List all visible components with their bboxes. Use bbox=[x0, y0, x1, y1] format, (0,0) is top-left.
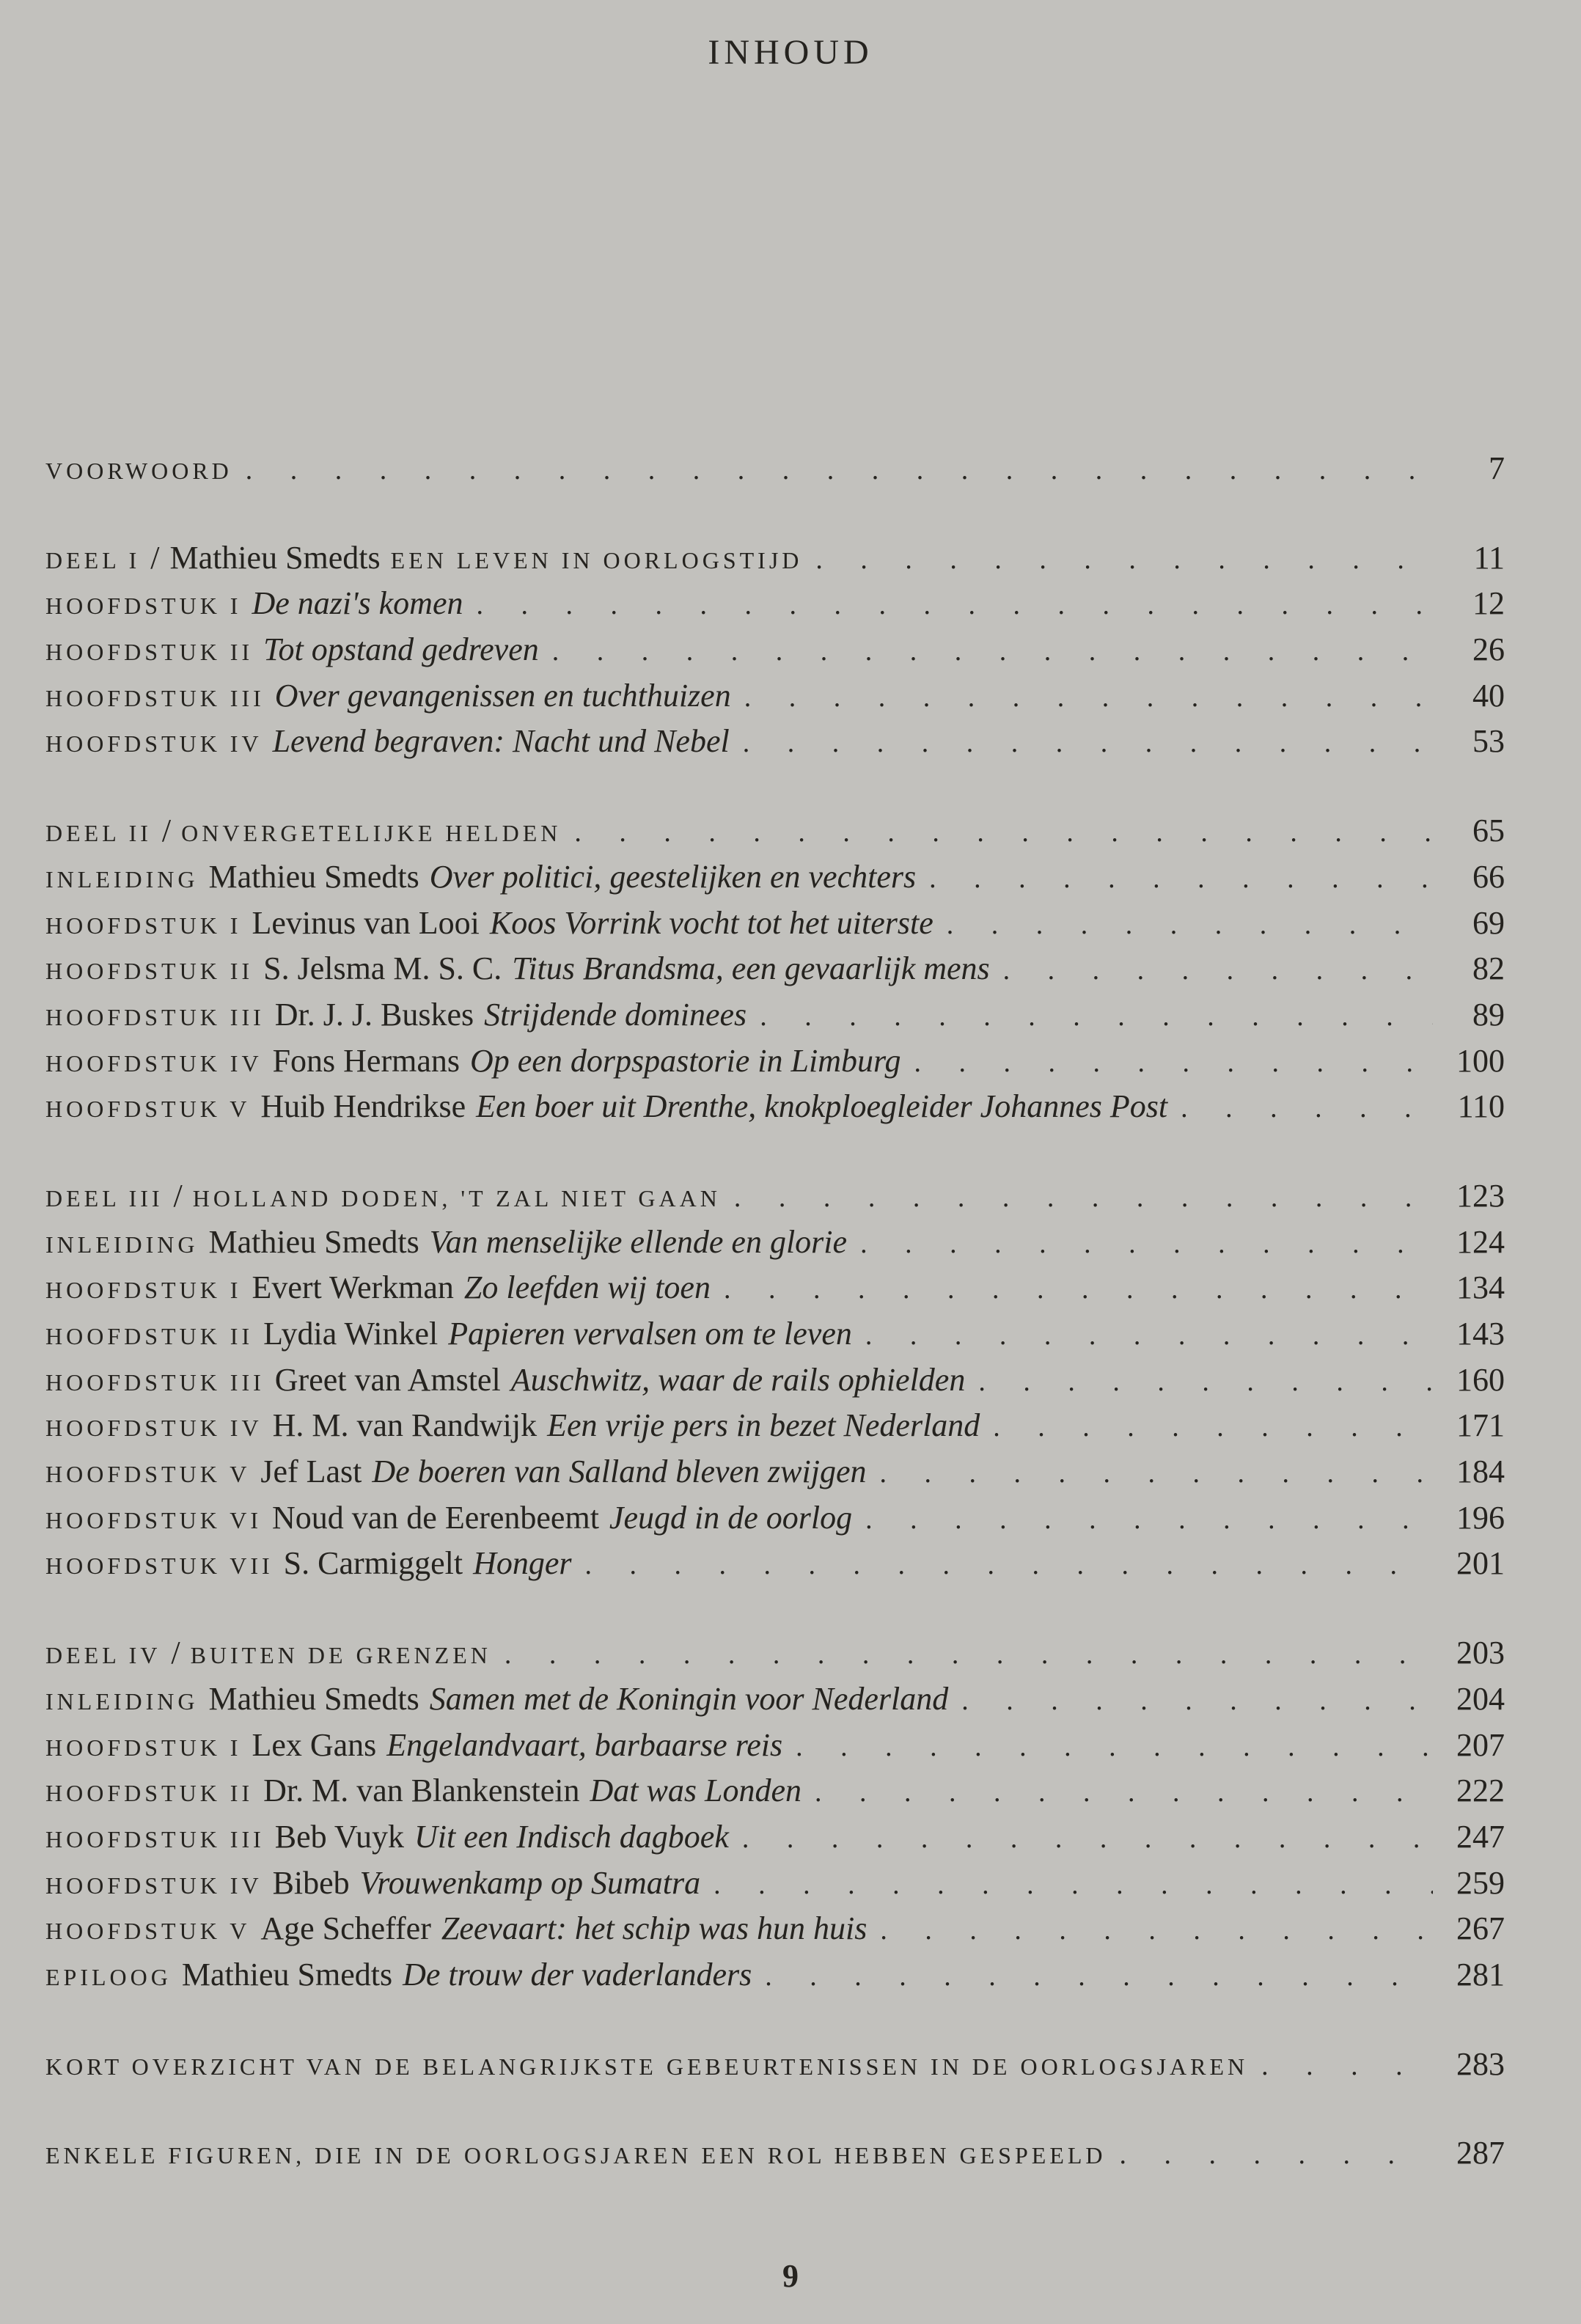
dot-leader bbox=[743, 720, 1433, 766]
slash-separator: / bbox=[161, 813, 172, 849]
entry-page-number: 283 bbox=[1456, 2045, 1505, 2082]
entry-label: HOOFDSTUK III bbox=[45, 1003, 265, 1030]
toc-section-entry bbox=[45, 1173, 1505, 1220]
dot-leader bbox=[815, 1770, 1433, 1816]
dot-leader bbox=[552, 628, 1433, 675]
entry-page-number: 259 bbox=[1456, 1864, 1505, 1901]
dot-leader bbox=[1261, 2043, 1433, 2089]
toc-entry bbox=[45, 1495, 1505, 1542]
entry-author: Beb Vuyk bbox=[274, 1818, 404, 1855]
entry-page-number: 11 bbox=[1473, 539, 1505, 576]
entry-author: H. M. van Randwijk bbox=[272, 1407, 538, 1444]
entry-author: Evert Werkman bbox=[252, 1269, 454, 1306]
page-number: 9 bbox=[782, 2258, 799, 2294]
entry-label: HOOFDSTUK I bbox=[45, 912, 242, 939]
entry-author: Levinus van Looi bbox=[252, 904, 480, 941]
entry-author: Dr. J. J. Buskes bbox=[274, 996, 474, 1033]
toc-entry bbox=[45, 1723, 1505, 1769]
toc-section-entry bbox=[45, 446, 1505, 492]
dot-leader bbox=[978, 1359, 1433, 1405]
entry-title: Een boer uit Drenthe, knokploegleider Johannes Post bbox=[476, 1088, 1168, 1125]
dot-leader bbox=[1003, 947, 1433, 994]
toc-entry bbox=[45, 901, 1505, 947]
entry-title: Engelandvaart, barbaarse reis bbox=[386, 1726, 783, 1763]
entry-title: Over politici, geestelijken en vechters bbox=[429, 858, 917, 895]
dot-leader bbox=[947, 902, 1433, 948]
entry-title: De trouw der vaderlanders bbox=[403, 1956, 752, 1993]
toc-entry bbox=[45, 1814, 1505, 1861]
entry-title: Dat was Londen bbox=[590, 1773, 801, 1809]
entry-page-number: 124 bbox=[1456, 1223, 1505, 1260]
entry-page-number: 65 bbox=[1472, 813, 1505, 849]
entry-page-number: 89 bbox=[1472, 996, 1505, 1033]
entry-title: Zo leefden wij toen bbox=[463, 1269, 711, 1306]
entry-title: Jeugd in de oorlog bbox=[609, 1499, 853, 1536]
toc-entry bbox=[45, 1541, 1505, 1587]
entry-title: Koos Vorrink vocht tot het uiterste bbox=[489, 904, 933, 941]
entry-page-number: 100 bbox=[1456, 1042, 1505, 1079]
dot-leader bbox=[585, 1542, 1433, 1588]
toc-entry bbox=[45, 1952, 1505, 1998]
entry-author: Noud van de Eerenbeemt bbox=[271, 1499, 599, 1536]
slash-separator: / bbox=[171, 1635, 180, 1671]
entry-title: Vrouwenkamp op Sumatra bbox=[359, 1864, 701, 1901]
entry-author: Huib Hendrikse bbox=[260, 1088, 466, 1125]
entry-label: HOOFDSTUK I bbox=[45, 1277, 242, 1304]
entry-label: HOOFDSTUK IV bbox=[45, 1049, 263, 1077]
entry-label: VOORWOORD bbox=[45, 458, 232, 484]
dot-leader bbox=[476, 582, 1433, 628]
entry-page-number: 143 bbox=[1456, 1316, 1505, 1352]
entry-heading: HOLLAND DODEN, 'T ZAL NIET GAAN bbox=[192, 1184, 721, 1212]
toc-entry bbox=[45, 1084, 1505, 1130]
entry-author: Mathieu Smedts bbox=[181, 1956, 393, 1993]
toc-entry bbox=[45, 1038, 1505, 1085]
dot-leader bbox=[246, 447, 1433, 494]
entry-label: HOOFDSTUK IV bbox=[45, 1872, 263, 1899]
entry-author: Bibeb bbox=[272, 1864, 350, 1901]
entry-page-number: 207 bbox=[1456, 1726, 1505, 1763]
entry-label: DEEL III bbox=[45, 1184, 164, 1212]
dot-leader bbox=[815, 537, 1433, 583]
entry-title: Van menselijke ellende en glorie bbox=[429, 1223, 848, 1260]
entry-author: Lex Gans bbox=[252, 1726, 377, 1763]
entry-author: Age Scheffer bbox=[260, 1910, 431, 1947]
dot-leader bbox=[574, 810, 1433, 856]
entry-label: EPILOOG bbox=[45, 1963, 172, 1990]
entry-page-number: 203 bbox=[1456, 1635, 1505, 1671]
dot-leader bbox=[724, 1267, 1433, 1313]
entry-title: Over gevangenissen en tuchthuizen bbox=[274, 677, 731, 714]
toc-entry bbox=[45, 1906, 1505, 1952]
entry-author: Greet van Amstel bbox=[274, 1361, 501, 1398]
entry-label: HOOFDSTUK III bbox=[45, 1368, 265, 1396]
dot-leader bbox=[760, 994, 1433, 1040]
entry-title: Zeevaart: het schip was hun huis bbox=[441, 1910, 867, 1947]
toc-entry bbox=[45, 1768, 1505, 1814]
dot-leader bbox=[865, 1313, 1433, 1359]
page-title: INHOUD bbox=[708, 33, 873, 72]
entry-heading: ONVERGETELIJKE HELDEN bbox=[181, 820, 562, 847]
entry-heading: EEN LEVEN IN OORLOGSTIJD bbox=[390, 546, 803, 573]
entry-label: HOOFDSTUK II bbox=[45, 639, 254, 666]
entry-page-number: 247 bbox=[1456, 1818, 1505, 1855]
entry-page-number: 196 bbox=[1456, 1499, 1505, 1536]
toc-section-entry bbox=[45, 2042, 1505, 2088]
entry-label: DEEL I bbox=[45, 546, 141, 573]
dot-leader bbox=[879, 1451, 1433, 1497]
table-of-contents bbox=[45, 446, 1505, 2177]
entry-author: Mathieu Smedts bbox=[208, 1680, 419, 1717]
entry-label: HOOFDSTUK III bbox=[45, 684, 265, 711]
entry-title: Titus Brandsma, een gevaarlijk mens bbox=[512, 950, 990, 987]
toc-entry bbox=[45, 1449, 1505, 1495]
entry-author: S. Carmiggelt bbox=[283, 1545, 463, 1582]
dot-leader bbox=[765, 1954, 1433, 2000]
toc-entry bbox=[45, 1311, 1505, 1357]
dot-leader bbox=[929, 856, 1433, 902]
entry-page-number: 12 bbox=[1472, 585, 1505, 622]
entry-label: HOOFDSTUK IV bbox=[45, 730, 263, 758]
entry-label: INLEIDING bbox=[45, 1231, 199, 1258]
entry-page-number: 184 bbox=[1456, 1454, 1505, 1490]
toc-entry bbox=[45, 627, 1505, 673]
entry-label: HOOFDSTUK V bbox=[45, 1096, 251, 1123]
entry-label: HOOFDSTUK II bbox=[45, 958, 254, 985]
entry-page-number: 53 bbox=[1472, 723, 1505, 760]
entry-page-number: 66 bbox=[1472, 858, 1505, 895]
toc-entry bbox=[45, 1403, 1505, 1449]
entry-label: ENKELE FIGUREN, DIE IN DE OORLOGSJAREN EEN ROL HEBBEN GESPEELD bbox=[45, 2142, 1107, 2169]
dot-leader bbox=[993, 1404, 1433, 1451]
entry-title: Tot opstand gedreven bbox=[263, 631, 539, 668]
entry-title: Honger bbox=[473, 1545, 572, 1582]
toc-entry bbox=[45, 719, 1505, 765]
entry-title: Uit een Indisch dagboek bbox=[414, 1818, 729, 1855]
entry-page-number: 160 bbox=[1456, 1361, 1505, 1398]
slash-separator: / bbox=[150, 539, 160, 576]
dot-leader bbox=[961, 1678, 1433, 1724]
toc-entry bbox=[45, 946, 1505, 992]
toc-entry bbox=[45, 992, 1505, 1038]
entry-title: De boeren van Salland bleven zwijgen bbox=[372, 1454, 867, 1490]
entry-label: DEEL IV bbox=[45, 1642, 161, 1669]
entry-title: De nazi's komen bbox=[252, 585, 463, 622]
toc-entry bbox=[45, 673, 1505, 719]
entry-author: S. Jelsma M. S. C. bbox=[263, 950, 502, 987]
toc-section-entry bbox=[45, 2130, 1505, 2177]
entry-author: Dr. M. van Blankenstein bbox=[263, 1773, 580, 1809]
entry-author: Mathieu Smedts bbox=[169, 539, 381, 576]
dot-leader bbox=[1181, 1085, 1433, 1132]
toc-section-entry bbox=[45, 808, 1505, 854]
slash-separator: / bbox=[173, 1177, 183, 1214]
entry-heading: BUITEN DE GRENZEN bbox=[190, 1642, 491, 1669]
entry-label: INLEIDING bbox=[45, 865, 199, 892]
entry-author: Mathieu Smedts bbox=[208, 858, 419, 895]
toc-section-entry bbox=[45, 1630, 1505, 1676]
dot-leader bbox=[744, 675, 1433, 721]
entry-page-number: 110 bbox=[1457, 1088, 1505, 1125]
entry-title: Papieren vervalsen om te leven bbox=[448, 1316, 852, 1352]
entry-label: KORT OVERZICHT VAN DE BELANGRIJKSTE GEBEURTENISSEN IN DE OORLOGSJAREN bbox=[45, 2053, 1249, 2080]
dot-leader bbox=[714, 1862, 1433, 1908]
entry-label: DEEL II bbox=[45, 820, 152, 847]
dot-leader bbox=[865, 1497, 1433, 1543]
entry-title: Op een dorpspastorie in Limburg bbox=[470, 1042, 901, 1079]
entry-author: Fons Hermans bbox=[272, 1042, 460, 1079]
entry-page-number: 40 bbox=[1472, 677, 1505, 714]
toc-entry bbox=[45, 1220, 1505, 1266]
toc-entry bbox=[45, 1265, 1505, 1311]
entry-page-number: 267 bbox=[1456, 1910, 1505, 1947]
entry-page-number: 287 bbox=[1456, 2135, 1505, 2171]
entry-label: INLEIDING bbox=[45, 1687, 199, 1715]
entry-label: HOOFDSTUK I bbox=[45, 593, 242, 620]
dot-leader bbox=[505, 1632, 1433, 1678]
entry-label: HOOFDSTUK VI bbox=[45, 1506, 262, 1533]
entry-page-number: 134 bbox=[1456, 1269, 1505, 1306]
entry-page-number: 69 bbox=[1472, 904, 1505, 941]
entry-page-number: 171 bbox=[1456, 1407, 1505, 1444]
entry-label: HOOFDSTUK II bbox=[45, 1780, 254, 1807]
dot-leader bbox=[914, 1040, 1434, 1086]
dot-leader bbox=[880, 1907, 1433, 1954]
entry-label: HOOFDSTUK IV bbox=[45, 1415, 263, 1442]
toc-entry bbox=[45, 1676, 1505, 1723]
toc-entry bbox=[45, 581, 1505, 627]
entry-page-number: 204 bbox=[1456, 1680, 1505, 1717]
entry-label: HOOFDSTUK I bbox=[45, 1734, 242, 1761]
entry-title: Auschwitz, waar de rails ophielden bbox=[510, 1361, 966, 1398]
entry-label: HOOFDSTUK V bbox=[45, 1461, 251, 1488]
toc-entry bbox=[45, 1357, 1505, 1404]
dot-leader bbox=[742, 1816, 1433, 1862]
entry-page-number: 82 bbox=[1472, 950, 1505, 987]
dot-leader bbox=[734, 1175, 1433, 1221]
entry-author: Jef Last bbox=[260, 1454, 362, 1490]
dot-leader bbox=[796, 1724, 1433, 1770]
dot-leader bbox=[1120, 2132, 1433, 2178]
dot-leader bbox=[860, 1221, 1433, 1267]
toc-section-entry bbox=[45, 535, 1505, 582]
entry-author: Lydia Winkel bbox=[263, 1316, 439, 1352]
entry-title: Strijdende dominees bbox=[484, 996, 747, 1033]
toc-entry bbox=[45, 854, 1505, 901]
entry-page-number: 7 bbox=[1489, 450, 1505, 486]
entry-author: Mathieu Smedts bbox=[208, 1223, 419, 1260]
entry-page-number: 281 bbox=[1456, 1956, 1505, 1993]
entry-label: HOOFDSTUK II bbox=[45, 1323, 254, 1349]
entry-page-number: 222 bbox=[1456, 1773, 1505, 1809]
entry-page-number: 26 bbox=[1472, 631, 1505, 668]
entry-title: Samen met de Koningin voor Nederland bbox=[429, 1680, 949, 1717]
entry-page-number: 123 bbox=[1456, 1177, 1505, 1214]
entry-label: HOOFDSTUK V bbox=[45, 1918, 251, 1945]
entry-title: Een vrije pers in bezet Nederland bbox=[547, 1407, 980, 1444]
entry-title: Levend begraven: Nacht und Nebel bbox=[272, 723, 730, 760]
toc-entry bbox=[45, 1861, 1505, 1907]
entry-label: HOOFDSTUK VII bbox=[45, 1553, 274, 1580]
entry-page-number: 201 bbox=[1456, 1545, 1505, 1582]
entry-label: HOOFDSTUK III bbox=[45, 1825, 265, 1852]
